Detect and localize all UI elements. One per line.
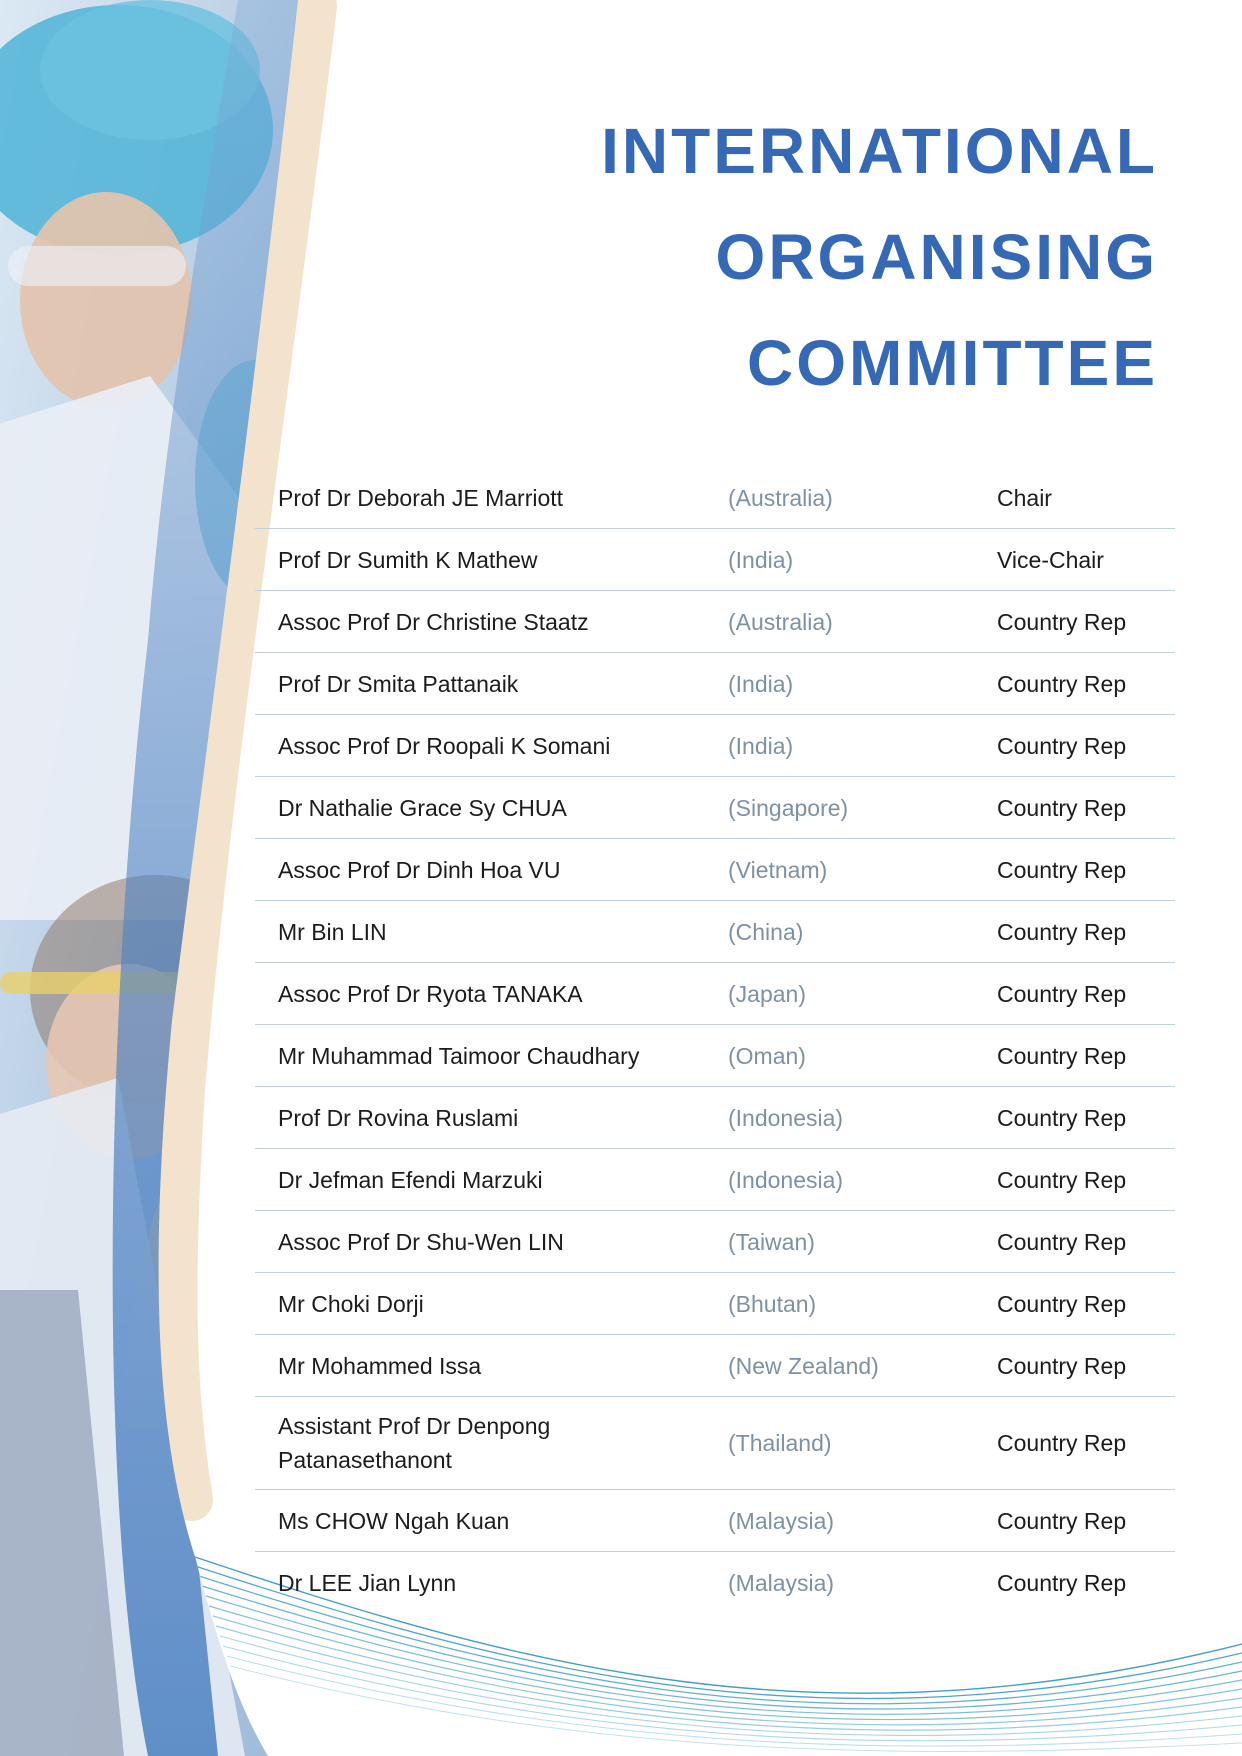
member-country: (India) bbox=[728, 670, 794, 697]
page-title-line-2: ORGANISING bbox=[715, 221, 1158, 293]
committee-row bbox=[255, 467, 1175, 529]
member-country: (Oman) bbox=[728, 1042, 806, 1069]
member-country: (Malaysia) bbox=[728, 1507, 835, 1534]
member-role: Country Rep bbox=[997, 1352, 1127, 1379]
page-title-line-3: COMMITTEE bbox=[747, 327, 1158, 399]
member-country: (Bhutan) bbox=[728, 1290, 817, 1317]
committee-row bbox=[255, 715, 1175, 777]
committee-row bbox=[255, 963, 1175, 1025]
member-country: (India) bbox=[728, 546, 794, 573]
member-role: Country Rep bbox=[997, 1507, 1127, 1534]
committee-row bbox=[255, 1335, 1175, 1397]
member-country: (Malaysia) bbox=[728, 1570, 835, 1596]
member-role: Country Rep bbox=[997, 918, 1127, 945]
member-name: Prof Dr Smita Pattanaik bbox=[278, 670, 519, 697]
member-role: Vice-Chair bbox=[997, 546, 1104, 573]
page-title bbox=[601, 98, 1158, 416]
committee-row bbox=[255, 777, 1175, 839]
member-country: (Thailand) bbox=[728, 1430, 832, 1456]
member-role: Country Rep bbox=[997, 732, 1127, 759]
page-title-line-1: INTERNATIONAL bbox=[601, 115, 1158, 187]
member-role: Country Rep bbox=[997, 856, 1127, 883]
member-country: (Australia) bbox=[728, 608, 833, 635]
member-name: Mr Mohammed Issa bbox=[278, 1352, 482, 1379]
member-name: Ms CHOW Ngah Kuan bbox=[278, 1507, 510, 1534]
committee-row bbox=[255, 1273, 1175, 1335]
member-name: Prof Dr Deborah JE Marriott bbox=[278, 484, 564, 511]
committee-row bbox=[255, 1552, 1175, 1614]
member-country: (New Zealand) bbox=[728, 1352, 879, 1379]
member-country: (Taiwan) bbox=[728, 1228, 815, 1255]
member-role: Country Rep bbox=[997, 1290, 1127, 1317]
member-country: (Vietnam) bbox=[728, 856, 828, 883]
member-country: (Australia) bbox=[728, 484, 833, 511]
committee-table bbox=[255, 467, 1175, 1614]
member-name: Prof Dr Rovina Ruslami bbox=[278, 1104, 519, 1131]
member-role: Country Rep bbox=[997, 1430, 1127, 1456]
member-role: Country Rep bbox=[997, 1042, 1127, 1069]
member-role: Country Rep bbox=[997, 980, 1127, 1007]
member-name: Mr Choki Dorji bbox=[278, 1290, 424, 1317]
member-role: Chair bbox=[997, 484, 1052, 511]
member-name: Assoc Prof Dr Shu-Wen LIN bbox=[278, 1228, 564, 1255]
member-name: Assoc Prof Dr Ryota TANAKA bbox=[278, 980, 583, 1007]
member-name: Dr Jefman Efendi Marzuki bbox=[278, 1166, 543, 1193]
committee-row bbox=[255, 839, 1175, 901]
committee-row bbox=[255, 1025, 1175, 1087]
member-name: Mr Bin LIN bbox=[278, 918, 387, 945]
member-name: Assoc Prof Dr Roopali K Somani bbox=[278, 732, 611, 759]
member-country: (Indonesia) bbox=[728, 1104, 844, 1131]
member-country: (Japan) bbox=[728, 980, 806, 1007]
member-name: Prof Dr Sumith K Mathew bbox=[278, 546, 538, 573]
member-role: Country Rep bbox=[997, 670, 1127, 697]
committee-row bbox=[255, 1149, 1175, 1211]
committee-row bbox=[255, 591, 1175, 653]
committee-row bbox=[255, 529, 1175, 591]
member-country: (Indonesia) bbox=[728, 1166, 844, 1193]
committee-row bbox=[255, 1087, 1175, 1149]
committee-row bbox=[255, 1490, 1175, 1552]
member-name: Dr Nathalie Grace Sy CHUA bbox=[278, 794, 567, 821]
member-name: Assistant Prof Dr Denpong Patanasethanont bbox=[278, 1413, 551, 1473]
member-role: Country Rep bbox=[997, 1570, 1127, 1596]
member-name: Assoc Prof Dr Christine Staatz bbox=[278, 608, 589, 635]
member-name: Dr LEE Jian Lynn bbox=[278, 1570, 457, 1596]
member-role: Country Rep bbox=[997, 1166, 1127, 1193]
member-name: Mr Muhammad Taimoor Chaudhary bbox=[278, 1042, 640, 1069]
member-country: (India) bbox=[728, 732, 794, 759]
committee-row bbox=[255, 901, 1175, 963]
committee-row bbox=[255, 653, 1175, 715]
member-role: Country Rep bbox=[997, 608, 1127, 635]
member-country: (Singapore) bbox=[728, 794, 849, 821]
member-country: (China) bbox=[728, 918, 804, 945]
member-name: Assoc Prof Dr Dinh Hoa VU bbox=[278, 856, 561, 883]
committee-row bbox=[255, 1211, 1175, 1273]
member-role: Country Rep bbox=[997, 794, 1127, 821]
member-role: Country Rep bbox=[997, 1104, 1127, 1131]
member-role: Country Rep bbox=[997, 1228, 1127, 1255]
committee-row bbox=[255, 1397, 1175, 1490]
